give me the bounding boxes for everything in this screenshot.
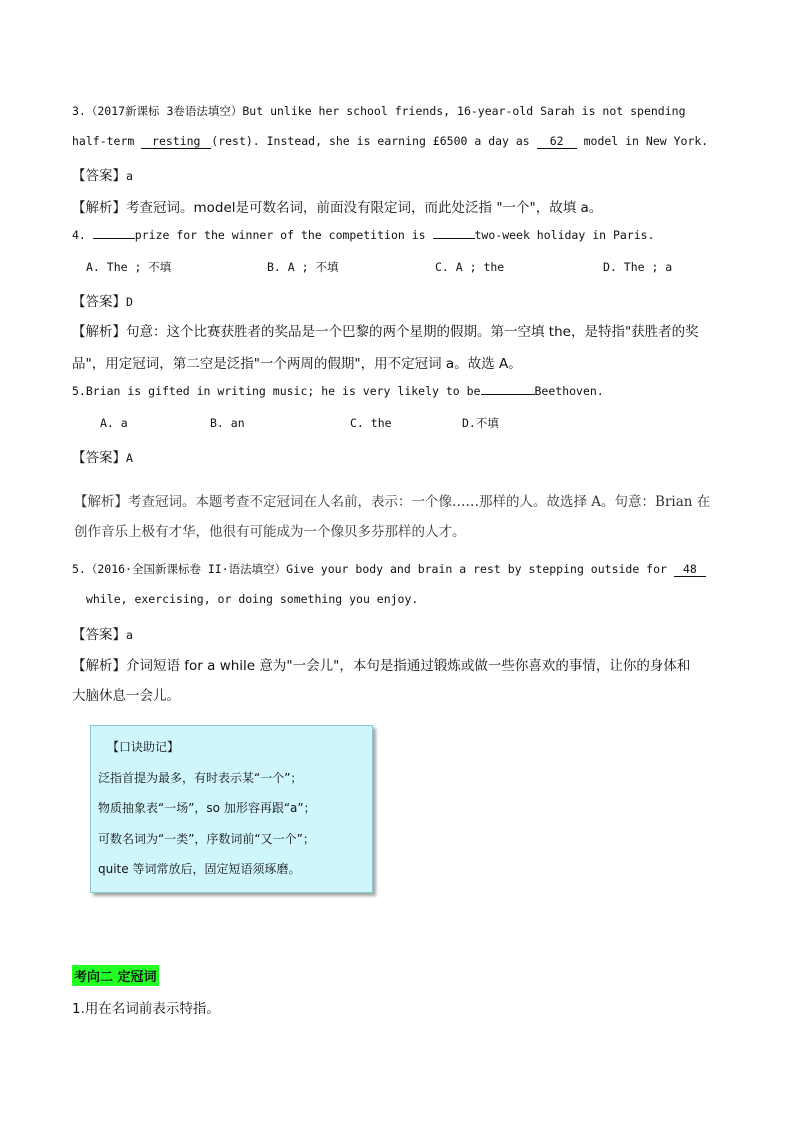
q4-text-b: prize for the winner of the competition is: [134, 228, 433, 242]
q5a-answer-label: 【答案】: [72, 450, 126, 466]
mnemonic-title: 【口诀助记】: [107, 740, 180, 754]
q3-analysis: [72, 196, 602, 216]
q3-text-a: half-term: [72, 134, 142, 148]
q3-answer: [72, 164, 133, 184]
q4-answer-label: 【答案】: [72, 294, 126, 310]
q4-text-c: two-week holiday in Paris.: [474, 228, 655, 242]
q4-blank-1: [93, 238, 135, 239]
q4-option-d: D. The ; a: [603, 260, 673, 274]
q5a-option-b: B. an: [210, 416, 245, 430]
q5b-answer-label: 【答案】: [72, 627, 126, 643]
q5b-analysis-line2: 大脑休息一会儿。: [72, 688, 180, 704]
q4-analysis-text-1: 句意：这个比赛获胜者的奖品是一个巴黎的两个星期的假期。第一空填 the，是特指"获胜者的奖: [126, 324, 699, 340]
q3-analysis-label: 【解析】: [72, 200, 126, 216]
q4-number: 4.: [72, 228, 93, 242]
q4-options: [86, 259, 672, 275]
q5b-answer: [72, 623, 133, 643]
q5a-option-a: A. a: [100, 416, 128, 430]
q5a-option-d: D.不填: [462, 416, 499, 430]
q5b-analysis-text-1: 介词短语 for a while 意为"一会儿"，本句是指通过锻炼或做一些你喜欢的事情，让你的身体和: [126, 658, 691, 674]
mnemonic-line-1: 泛指首提为最多，有时表示某“一个”；: [98, 771, 303, 785]
q5b-analysis-line1: [72, 654, 690, 674]
q4-option-a: A. The ; 不填: [86, 260, 172, 274]
mnemonic-line-4: quite 等词常放后，固定短语须琢磨。: [98, 862, 301, 876]
q5a-answer: [72, 446, 133, 466]
q5b-stem-line1: [72, 561, 706, 577]
q5b-stem-line2: while, exercising, or doing something you enjoy.: [86, 592, 419, 606]
q4-analysis-label: 【解析】: [72, 324, 126, 340]
q3-text-b: (rest). Instead, she is earning £6500 a day as: [211, 134, 537, 148]
q3-stem-line1: 3.（2017新课标 3卷语法填空）But unlike her school friends, 16-year-old Sarah is not spending: [72, 104, 686, 118]
q5a-text-a: 5.Brian is gifted in writing music; he is very likely to be: [72, 384, 481, 398]
q3-text-c: model in New York.: [576, 134, 709, 148]
q5a-analysis-line1: 【解析】考查冠词。本题考查不定冠词在人名前，表示：一个像……那样的人。故选择 A。句意：Brian 在: [74, 494, 711, 510]
q5a-text-b: Beethoven.: [534, 384, 604, 398]
q3-analysis-text: 考查冠词。model是可数名词，前面没有限定词，而此处泛指 "一个"，故填 a。: [126, 200, 603, 216]
q4-stem: [72, 228, 655, 242]
q3-answer-label: 【答案】: [72, 168, 126, 184]
q3-answer-value: a: [126, 169, 133, 183]
q5b-answer-value: a: [126, 628, 133, 642]
q3-blank-62: 62: [537, 135, 577, 149]
q4-option-c: C. A ; the: [435, 260, 505, 274]
q5a-option-c: C. the: [350, 416, 392, 430]
q3-stem-line2: [72, 134, 708, 149]
q5b-analysis-label: 【解析】: [72, 658, 126, 674]
q4-blank-2: [433, 238, 475, 239]
q4-answer: [72, 290, 133, 310]
q4-answer-value: D: [126, 295, 133, 309]
section-heading: 考向二 定冠词: [72, 965, 159, 986]
mnemonic-box: [90, 725, 373, 893]
mnemonic-line-3: 可数名词为“一类”，序数词前“又一个”；: [98, 832, 315, 846]
q4-analysis-line2: 品"，用定冠词，第二空是泛指"一个两周的假期"，用不定冠词 a。故选 A。: [72, 356, 522, 372]
q3-blank-resting: resting: [141, 135, 211, 149]
q5b-text-a: 5.（2016·全国新课标卷 II·语法填空）Give your body and brain a rest by stepping outside for: [72, 562, 674, 576]
q4-analysis-line1: [72, 320, 699, 340]
q5b-blank-48: 48: [674, 563, 706, 577]
q5a-blank: [481, 394, 535, 395]
mnemonic-line-2: 物质抽象表“一场”，so 加形容再跟“a”；: [98, 801, 316, 815]
q5a-answer-value: A: [126, 451, 133, 465]
q5a-analysis-line2: 创作音乐上极有才华，他很有可能成为一个像贝多芬那样的人才。: [74, 524, 466, 540]
q4-option-b: B. A ; 不填: [267, 260, 339, 274]
section-item-1: 1.用在名词前表示特指。: [72, 1001, 220, 1017]
q5a-options: [100, 415, 499, 431]
q5a-stem: [72, 384, 604, 398]
